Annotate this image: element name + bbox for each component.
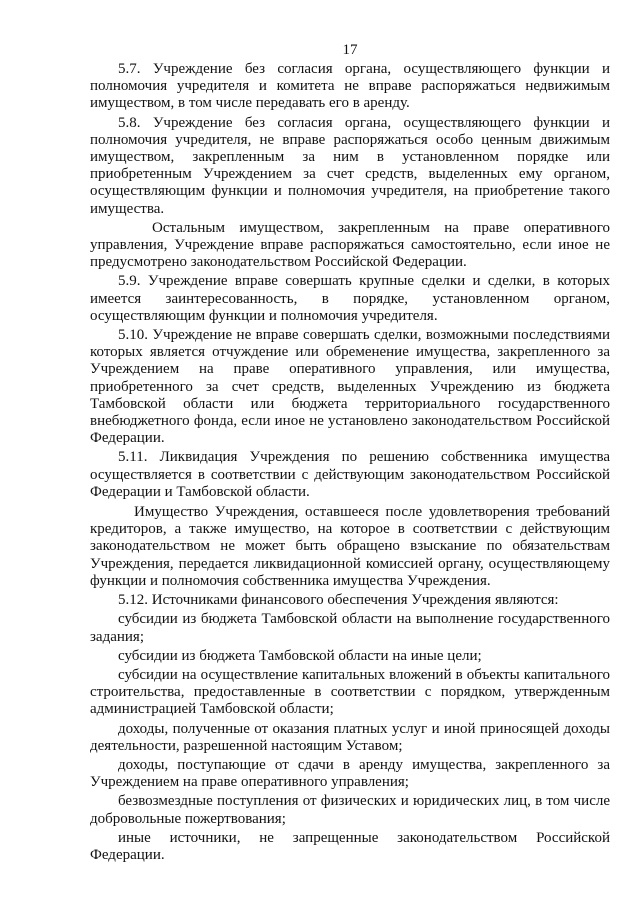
list-item-donations: безвозмездные поступления от физических и юридических лиц, в том числе добровольные пожертвования; (90, 793, 610, 827)
document-page (90, 42, 610, 864)
paragraph-5-8-continued: Остальным имуществом, закрепленным на праве оперативного управления, Учреждение вправе распоряжаться самостоятельно, если иное не предусмотрено законодательством Российской Федерации. (90, 219, 610, 271)
paragraph-5-8: 5.8. Учреждение без согласия органа, осуществляющего функции и полномочия учредителя, не вправе распоряжаться особо ценным движимым имуществом, закрепленным за ним в установленном порядке или приобретенным Учреждением за счет средств, выделенных ему органом, осуществляющим функции и полномочия учредителя, на приобретение такого имущества. (90, 114, 610, 217)
paragraph-5-11-continued: Имущество Учреждения, оставшееся после удовлетворения требований кредиторов, а также имущество, на которое в соответствии с действующим законодательством не может быть обращено взыскание по обязательствам Учреждения, передается ликвидационной комиссией органу, осуществляющему функции и полномочия собственника имущества Учреждения. (90, 504, 610, 589)
list-item-paid-services-income: доходы, полученные от оказания платных услуг и иной приносящей доходы деятельности, разрешенной настоящим Уставом; (90, 720, 610, 754)
list-item-subsidies-capital: субсидии на осуществление капитальных вложений в объекты капитального строительства, предоставленные в соответствии с порядком, утвержденным администрацией Тамбовской области; (90, 666, 610, 718)
paragraph-5-12: 5.12. Источниками финансового обеспечения Учреждения являются: (118, 592, 559, 609)
list-item-subsidies-other: субсидии из бюджета Тамбовской области на иные цели; (118, 647, 482, 664)
paragraph-5-11: 5.11. Ликвидация Учреждения по решению собственника имущества осуществляется в соответствии с действующим законодательством Российской Федерации и Тамбовской области. (90, 449, 610, 500)
page-number: 17 (342, 42, 358, 58)
paragraph-5-9: 5.9. Учреждение вправе совершать крупные сделки и сделки, в которых имеется заинтересованность, в порядке, установленном органом, осуществляющим функции и полномочия учредителя. (90, 273, 610, 324)
paragraph-5-7: 5.7. Учреждение без согласия органа, осуществляющего функции и полномочия учредителя и комитета не вправе распоряжаться недвижимым имуществом, в том числе передавать его в аренду. (90, 61, 610, 112)
list-item-other-sources: иные источники, не запрещенные законодательством Российской Федерации. (90, 829, 610, 863)
list-item-subsidies-state-task: субсидии из бюджета Тамбовской области на выполнение государственного задания; (90, 611, 610, 645)
paragraph-5-10: 5.10. Учреждение не вправе совершать сделки, возможными последствиями которых является отчуждение или обременение имущества, закрепленного за Учреждением на праве оперативного управления, или имущества, приобретенного за счет средств, выделенных Учреждению из бюджета Тамбовской области или бюджета территориального государственного внебюджетного фонда, если иное не установлено законодательством Российской Федерации. (90, 327, 610, 447)
list-item-rental-income: доходы, поступающие от сдачи в аренду имущества, закрепленного за Учреждением на праве оперативного управления; (90, 756, 610, 791)
